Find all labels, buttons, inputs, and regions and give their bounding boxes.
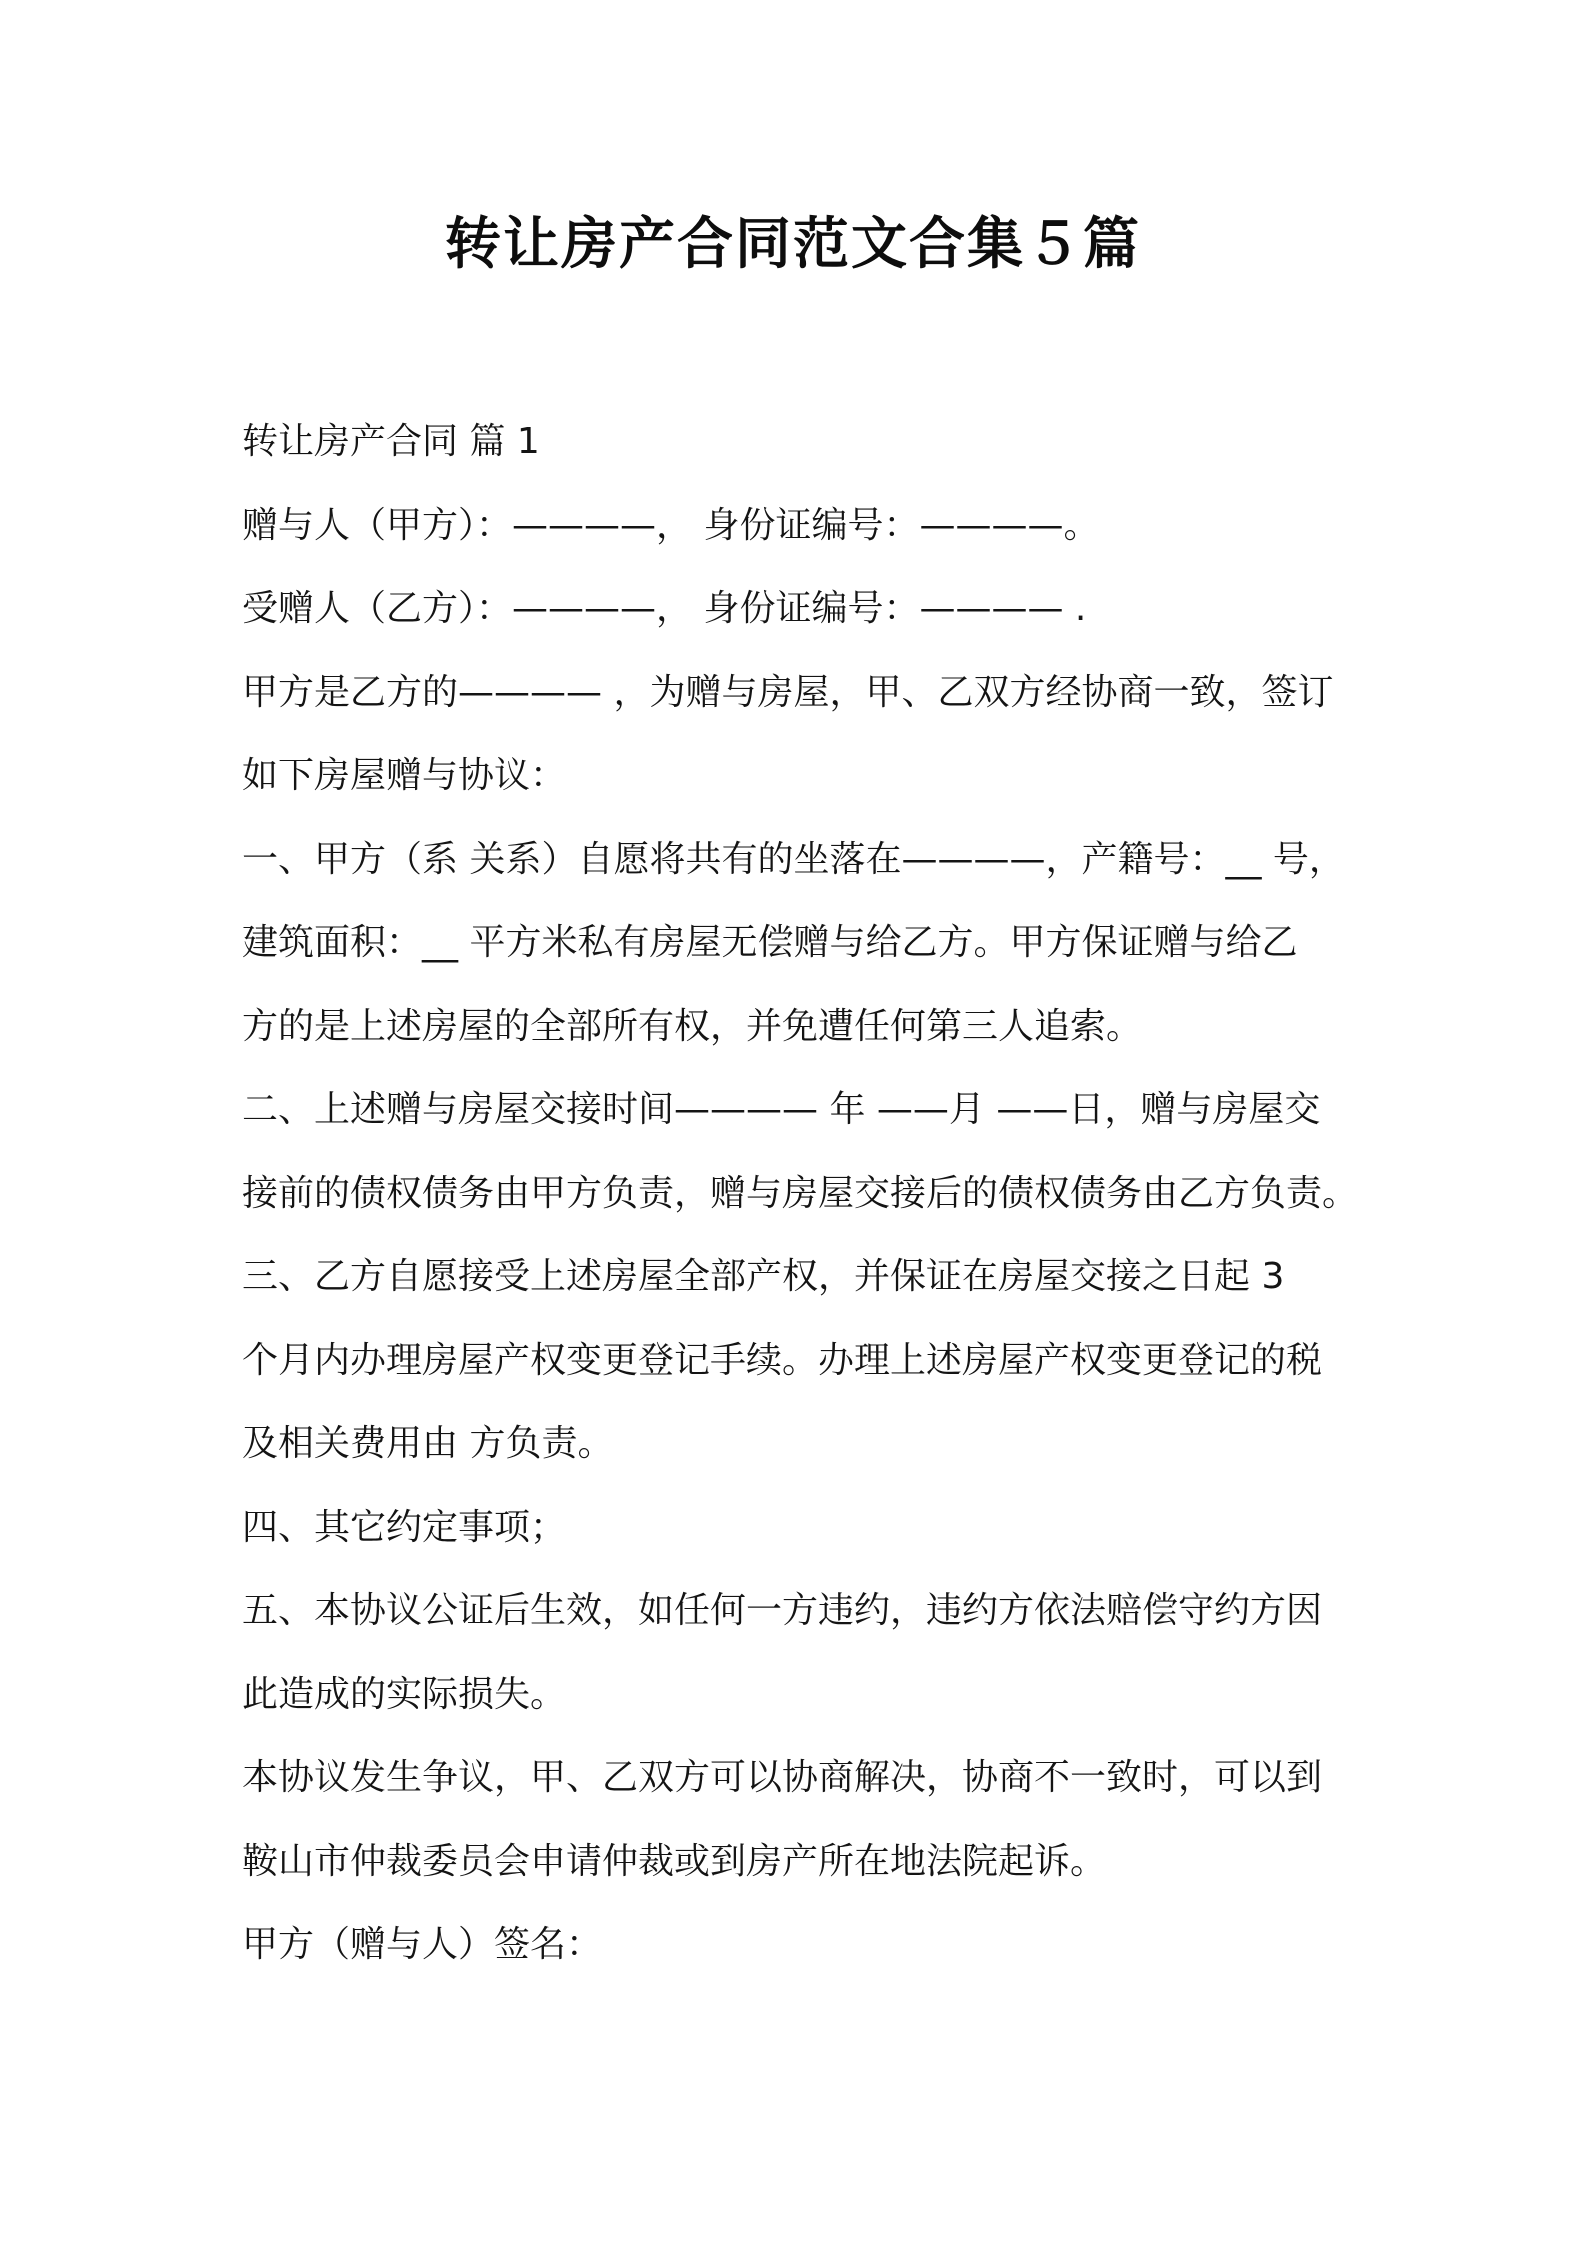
body-line: 方的是上述房屋的全部所有权，并免遭任何第三人追索。	[242, 1005, 1143, 1047]
body-line: 四、其它约定事项；	[242, 1506, 567, 1548]
body-line: 鞍山市仲裁委员会申请仲裁或到房产所在地法院起诉。	[242, 1840, 1107, 1882]
body-line: 及相关费用由 方负责。	[242, 1423, 614, 1464]
body-line: 本协议发生争议，甲、乙双方可以协商解决，协商不一致时，可以到	[242, 1757, 1323, 1798]
body-line: 三、乙方自愿接受上述房屋全部产权，并保证在房屋交接之日起 3	[242, 1256, 1285, 1297]
body-line: 二、上述赠与房屋交接时间———— 年 ——月 ——日，赠与房屋交	[242, 1089, 1321, 1130]
body-line: 如下房屋赠与协议：	[242, 755, 567, 796]
body-line: 建筑面积：__ 平方米私有房屋无偿赠与给乙方。甲方保证赠与给乙	[242, 922, 1298, 963]
body-line: 赠与人（甲方）：————， 身份证编号：————。	[242, 504, 1100, 546]
body-line: 受赠人（乙方）：————， 身份证编号：———— .	[242, 588, 1087, 629]
signature-line: 甲方（赠与人）签名：	[242, 1924, 603, 1965]
body-line: 甲方是乙方的———— ，为赠与房屋，甲、乙双方经协商一致，签订	[242, 671, 1334, 713]
section-heading: 转让房产合同 篇 1	[242, 421, 540, 462]
body-line: 一、甲方（系 关系）自愿将共有的坐落在————，产籍号：__ 号，	[242, 838, 1345, 880]
body-line: 个月内办理房屋产权变更登记手续。办理上述房屋产权变更登记的税	[242, 1339, 1323, 1381]
body-line: 接前的债权债务由甲方负责，赠与房屋交接后的债权债务由乙方负责。	[242, 1172, 1359, 1214]
document-body	[242, 400, 1372, 1987]
document-title: 转让房产合同范文合集５篇	[445, 212, 1141, 277]
body-line: 五、本协议公证后生效，如任何一方违约，违约方依法赔偿守约方因	[242, 1590, 1323, 1631]
body-line: 此造成的实际损失。	[242, 1673, 567, 1715]
